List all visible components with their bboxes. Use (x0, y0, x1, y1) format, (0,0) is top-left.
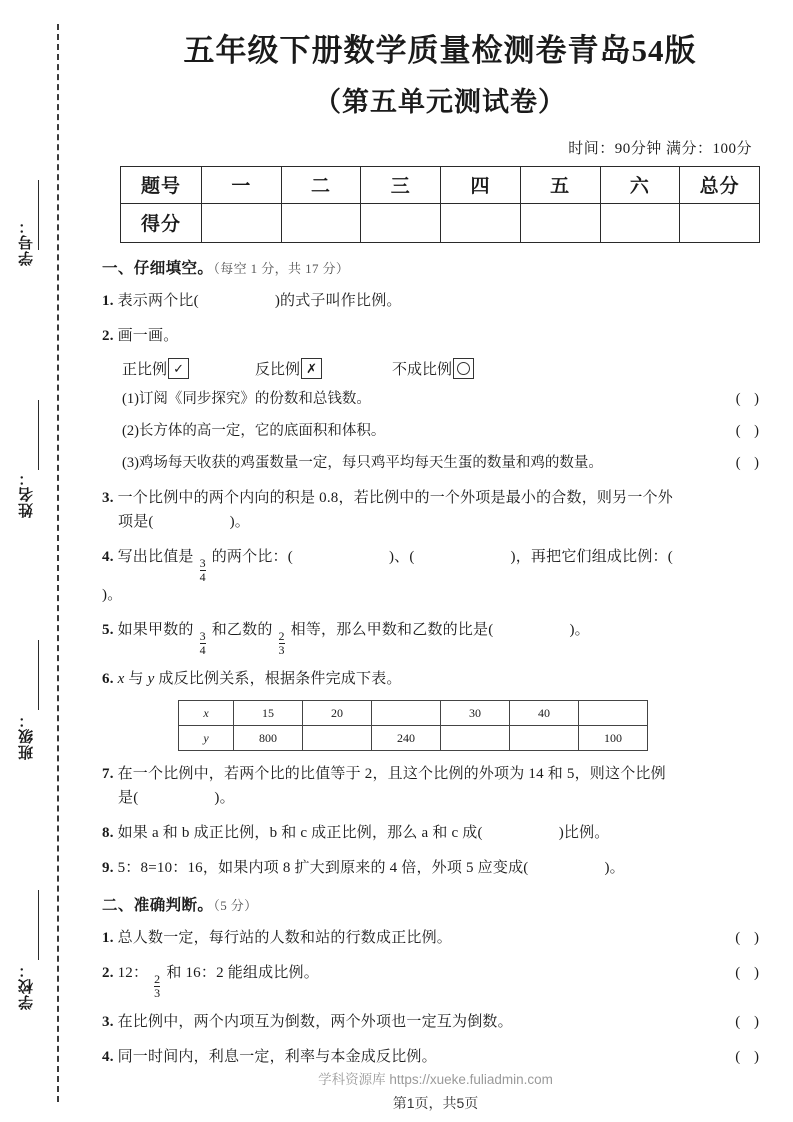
score-cell[interactable] (600, 203, 680, 242)
fraction-numerator: 2 (278, 629, 285, 644)
fraction-two-thirds (154, 973, 160, 999)
question-text: 画一画。 (117, 327, 179, 344)
question-text: 在一个比例中，若两个比的比值等于 2，且这个比例的外项为 14 和 5，则这个比例 (117, 766, 666, 783)
question-number: 2. (102, 965, 114, 982)
score-header-cell: 一 (202, 166, 282, 203)
question-text: 如果甲数的 (117, 622, 194, 639)
xy-cell[interactable] (372, 701, 441, 726)
section-1-title: 一、仔细填空。 (102, 259, 214, 277)
fraction-three-quarters (200, 557, 206, 583)
question-text: 一个比例中的两个内向的积是 0.8，若比例中的一个外项是最小的合数，则另一个外 (117, 490, 673, 507)
answer-parenthesis[interactable]: ( ) (735, 930, 764, 947)
draw-option-label: 正比例 (122, 361, 168, 378)
fraction-two-thirds (279, 630, 285, 656)
score-cell[interactable] (361, 203, 441, 242)
score-header-cell: 四 (441, 166, 521, 203)
fraction-three-quarters (200, 630, 206, 656)
section-2-points: （5 分） (213, 898, 258, 914)
question-1-2-sub-1 (122, 388, 780, 411)
exam-paper (78, 0, 793, 1122)
question-number: 4. (102, 549, 114, 566)
question-text-tail: )比例。 (558, 825, 610, 842)
fraction-numerator: 3 (199, 556, 206, 571)
sub-item-text: (2)长方体的高一定，它的底面积和体积。 (122, 423, 386, 440)
score-header-cell: 三 (361, 166, 441, 203)
footer-credit: 学科资源库 https://xueke.fuliadmin.com (318, 1072, 553, 1087)
fraction-numerator: 3 (199, 629, 206, 644)
seal-label-class: 班级： (18, 712, 35, 760)
sub-item-text: (3)鸡场每天收获的鸡蛋数量一定，每只鸡平均每天生蛋的数量和鸡的数量。 (122, 455, 603, 472)
score-table-value-row (121, 203, 760, 242)
question-number: 9. (102, 860, 114, 877)
question-2-4 (102, 1045, 780, 1069)
score-cell[interactable] (520, 203, 600, 242)
score-table (120, 166, 760, 243)
score-cell[interactable] (441, 203, 521, 242)
seal-label-name: 姓名： (18, 470, 35, 518)
question-number: 1. (102, 930, 114, 947)
xy-cell[interactable] (441, 726, 510, 751)
question-2-3 (102, 1010, 780, 1034)
score-row-label: 得分 (121, 203, 202, 242)
cross-icon: ✗ (301, 358, 322, 379)
question-text: 同一时间内，利息一定，利率与本金成反比例。 (117, 1049, 437, 1066)
xy-row-label-x: x (179, 701, 234, 726)
question-1-2-sub-3 (122, 452, 780, 475)
draw-legend-row (122, 358, 780, 379)
fraction-denominator: 3 (154, 985, 161, 1000)
seal-rule-2 (38, 400, 39, 470)
question-text: 项是( (118, 514, 154, 531)
score-header-cell: 题号 (121, 166, 202, 203)
page-subtitle: （第五单元测试卷） (314, 86, 566, 117)
question-number: 3. (102, 490, 114, 507)
question-text: 5：8=10：16，如果内项 8 扩大到原来的 4 倍，外项 5 应变成( (117, 860, 529, 877)
question-1-8 (102, 821, 780, 845)
xy-cell[interactable] (303, 726, 372, 751)
question-1-2-sub-2 (122, 420, 780, 443)
xy-cell[interactable]: 20 (303, 701, 372, 726)
question-text: )、( (388, 549, 415, 566)
answer-parenthesis[interactable]: ( ) (735, 1014, 764, 1031)
seal-margin (0, 0, 78, 1122)
xy-table-row-y (179, 726, 648, 751)
footer-page-number: 第1页，共5页 (392, 1095, 479, 1111)
xy-value-table (178, 700, 648, 751)
question-1-3-line2 (118, 510, 780, 534)
question-text: )，再把它们组成比例：( (510, 549, 673, 566)
question-text-tail: )。 (569, 622, 590, 639)
question-number: 8. (102, 825, 114, 842)
question-text: 表示两个比( (117, 292, 199, 309)
draw-option-none (392, 358, 474, 379)
question-text: 在比例中，两个内项互为倒数，两个外项也一定互为倒数。 (117, 1014, 513, 1031)
seal-rule-4 (38, 890, 39, 960)
question-number: 7. (102, 766, 114, 783)
xy-cell[interactable]: 40 (510, 701, 579, 726)
sub-item-text: (1)订阅《同步探究》的份数和总钱数。 (122, 390, 371, 407)
question-1-3 (102, 486, 780, 534)
question-text-tail: )。 (214, 790, 235, 807)
score-cell[interactable] (202, 203, 282, 242)
exam-meta: 时间：90分钟 满分：100分 (568, 140, 752, 157)
score-header-cell: 二 (281, 166, 361, 203)
section-2-title: 二、准确判断。 (102, 897, 214, 915)
score-cell[interactable] (281, 203, 361, 242)
question-2-2 (102, 961, 780, 999)
answer-parenthesis[interactable]: ( ) (735, 1049, 764, 1066)
question-1-7-line2 (118, 786, 780, 810)
question-text: 如果 a 和 b 成正比例，b 和 c 成正比例，那么 a 和 c 成( (117, 825, 483, 842)
xy-cell[interactable]: 30 (441, 701, 510, 726)
question-number: 2. (102, 327, 114, 344)
score-table-header-row (121, 166, 760, 203)
question-text: 是( (118, 790, 139, 807)
question-text: 12： (117, 965, 149, 982)
section-heading-1 (102, 256, 780, 278)
question-text-tail: 成反比例关系，根据条件完成下表。 (154, 671, 402, 688)
question-1-4 (102, 545, 780, 607)
xy-table-row-x (179, 701, 648, 726)
question-number: 3. (102, 1014, 114, 1031)
xy-cell[interactable]: 800 (234, 726, 303, 751)
question-1-7 (102, 762, 780, 810)
question-1-5 (102, 618, 780, 656)
question-1-6 (102, 667, 780, 691)
xy-cell[interactable]: 15 (234, 701, 303, 726)
draw-option-label: 不成比例 (392, 361, 453, 378)
draw-option-direct (122, 358, 189, 379)
question-text: 写出比值是 (117, 549, 194, 566)
question-text-tail: )。 (604, 860, 625, 877)
question-text-tail: )。 (102, 587, 123, 604)
page-title: 五年级下册数学质量检测卷青岛54版 (183, 33, 697, 68)
question-1-2 (102, 324, 780, 348)
score-header-cell: 六 (600, 166, 680, 203)
answer-parenthesis[interactable]: ( ) (735, 455, 764, 472)
xy-cell[interactable] (510, 726, 579, 751)
check-icon: ✓ (168, 358, 189, 379)
question-number: 1. (102, 292, 114, 309)
section-1-points: （每空 1 分，共 17 分） (213, 260, 350, 276)
question-text: 总人数一定，每行站的人数和站的行数成正比例。 (117, 930, 453, 947)
fraction-denominator: 4 (199, 642, 206, 657)
question-text: 与 (124, 671, 148, 688)
score-header-cell: 五 (520, 166, 600, 203)
question-number: 6. (102, 671, 114, 688)
paper-content (100, 30, 780, 1069)
answer-parenthesis[interactable]: ( ) (735, 390, 764, 407)
question-text: 和乙数的 (211, 622, 273, 639)
seal-rule-3 (38, 640, 39, 710)
xy-cell[interactable]: 100 (579, 726, 648, 751)
fraction-denominator: 3 (278, 642, 285, 657)
question-2-1 (102, 926, 780, 950)
question-1-1 (102, 289, 780, 313)
seal-dashed-line (57, 24, 59, 1102)
question-1-9 (102, 856, 780, 880)
variable-y: y (147, 671, 155, 688)
circle-icon (453, 358, 474, 379)
section-heading-2 (102, 893, 780, 915)
question-text-tail: )的式子叫作比例。 (274, 292, 402, 309)
draw-option-inverse (255, 358, 322, 379)
fraction-numerator: 2 (154, 972, 161, 987)
seal-label-school: 学校： (18, 962, 35, 1010)
score-cell[interactable] (680, 203, 760, 242)
answer-parenthesis[interactable]: ( ) (735, 423, 764, 440)
question-text: 相等，那么甲数和乙数的比是( (290, 622, 494, 639)
question-text-tail: )。 (229, 514, 251, 531)
seal-label-student-id: 学号： (18, 218, 35, 266)
xy-cell[interactable]: 240 (372, 726, 441, 751)
question-number: 5. (102, 622, 114, 639)
xy-cell[interactable] (579, 701, 648, 726)
fraction-denominator: 4 (199, 569, 206, 584)
score-header-cell: 总分 (680, 166, 760, 203)
answer-parenthesis[interactable]: ( ) (735, 965, 764, 982)
variable-x: x (117, 671, 125, 688)
question-text: 的两个比：( (211, 549, 293, 566)
question-number: 4. (102, 1049, 114, 1066)
draw-option-label: 反比例 (255, 361, 301, 378)
xy-row-label-y: y (179, 726, 234, 751)
question-text-tail: 和 16：2 能组成比例。 (166, 965, 319, 982)
